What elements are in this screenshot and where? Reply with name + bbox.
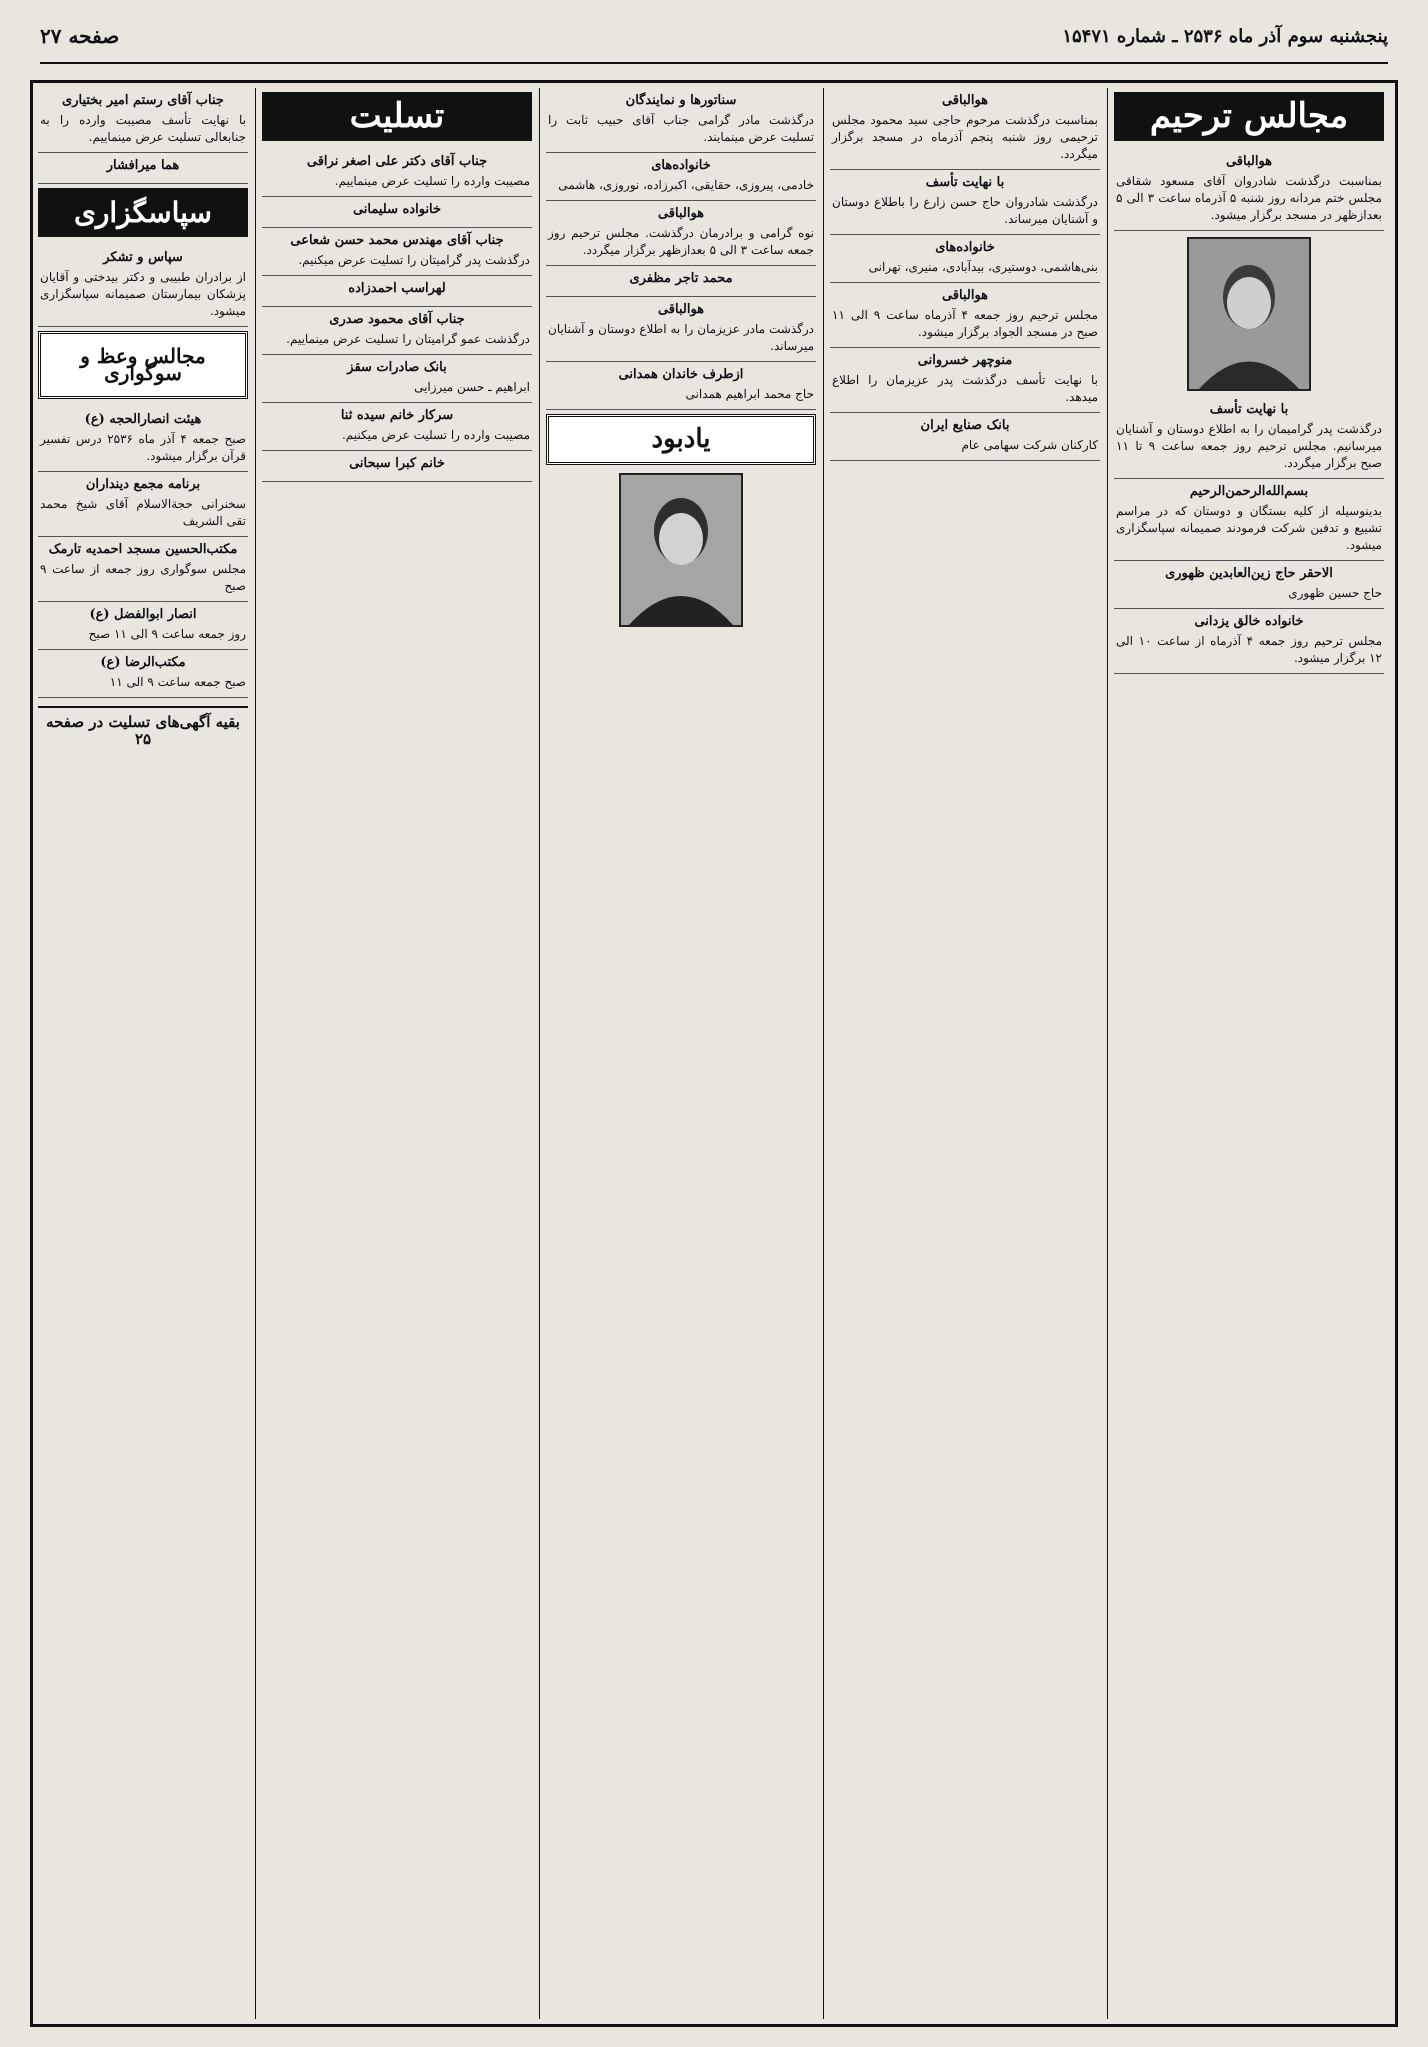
- notice-body: بدینوسیله از کلیه بستگان و دوستان که در مراسم تشییع و تدفین شرکت فرمودند صمیمانه سپاسگزاری میشود.: [1116, 504, 1382, 552]
- memorial-banner: یادبود: [546, 414, 816, 465]
- notice-title: بانک صنایع ایران: [920, 418, 1010, 433]
- notice-title: سپاس و تشکر: [103, 250, 183, 265]
- continued-note: بقیه آگهی‌های تسلیت در صفحه ۲۵: [38, 706, 248, 748]
- column-4: [262, 88, 532, 2019]
- notice-body: از برادران طبیبی و دکتر بیدختی و آقایان پزشکان بیمارستان صمیمانه سپاسگزاری میشود.: [40, 270, 246, 318]
- notice-title: انصار ابوالفضل (ع): [89, 607, 197, 622]
- column-rule: [1107, 88, 1108, 2019]
- notice: [546, 297, 816, 362]
- notice-title: خانواده‌های: [651, 158, 711, 173]
- notice-title: جناب آقای محمود صدری: [329, 312, 465, 327]
- notice: [546, 266, 816, 297]
- notice: [38, 602, 248, 650]
- notice-title: جناب آقای رستم امیر بختیاری: [62, 93, 224, 108]
- column-rule: [539, 88, 540, 2019]
- notice: [38, 537, 248, 602]
- notice-title: بانک صادرات سقز: [347, 360, 447, 375]
- notice: [546, 153, 816, 201]
- notice-body: نوه گرامی و برادرمان درگذشت. مجلس ترحیم روز جمعه ساعت ۳ الی ۵ بعدازظهر برگزار میگردد.: [548, 226, 814, 257]
- notice: [1114, 149, 1384, 231]
- portrait-photo: [619, 473, 743, 627]
- notice-title: با نهایت تأسف: [1209, 402, 1289, 417]
- mourning-banner: مجالس ترحیم: [1114, 92, 1384, 141]
- issue-date-line: پنجشنبه سوم آذر ماه ۲۵۳۶ ـ شماره ۱۵۴۷۱: [1062, 25, 1388, 47]
- notice: [262, 451, 532, 482]
- notice: [830, 283, 1100, 348]
- notice: [830, 235, 1100, 283]
- notice-title: خانواده سلیمانی: [352, 202, 442, 217]
- notice-title: محمد تاجر مظفری: [629, 271, 733, 286]
- notice-title: بسم‌الله‌الرحمن‌الرحیم: [1189, 484, 1309, 499]
- notice-body: بمناسبت درگذشت شادروان آقای مسعود شقاقی مجلس ختم مردانه روز شنبه ۵ آذرماه ساعت ۳ الی ۵ بعدازظهر در مسجد برگزار میشود.: [1116, 174, 1382, 222]
- column-5: [38, 88, 248, 2019]
- notice-body: روز جمعه ساعت ۹ الی ۱۱ صبح: [88, 627, 246, 641]
- notice: [546, 201, 816, 266]
- notice: [38, 650, 248, 698]
- notice-body: مصیبت وارده را تسلیت عرض مینماییم.: [334, 174, 530, 188]
- portrait-icon: [621, 475, 741, 625]
- notice: [262, 355, 532, 403]
- notice: [1114, 561, 1384, 609]
- column-rule: [255, 88, 256, 2019]
- notice-title: منوچهر خسروانی: [917, 353, 1013, 368]
- notice: [830, 348, 1100, 413]
- notice: [830, 413, 1100, 461]
- notice-body: درگذشت عمو گرامیتان را تسلیت عرض مینماییم.: [286, 332, 530, 346]
- notice-title: هوالباقی: [1225, 154, 1273, 169]
- notice: [1114, 609, 1384, 674]
- notice-title: با نهایت تأسف: [925, 175, 1005, 190]
- column-3: [546, 88, 816, 2019]
- notice-body: درگذشت مادر عزیزمان را به اطلاع دوستان و آشنایان میرساند.: [548, 322, 814, 353]
- condolence-banner: تسلیت: [262, 92, 532, 141]
- notice: [262, 276, 532, 307]
- notice-body: حاج محمد ابراهیم همدانی: [685, 387, 814, 401]
- notice-body: بنی‌هاشمی، دوستیری، بیدآبادی، منیری، تهرانی: [868, 260, 1098, 274]
- portrait-photo: [1187, 237, 1311, 391]
- page-header: [40, 10, 1388, 64]
- notice: [546, 88, 816, 153]
- notice-title: سرکار خانم سیده ثنا: [340, 408, 454, 423]
- notice: [262, 197, 532, 228]
- notice-body: کارکنان شرکت سهامی عام: [961, 438, 1098, 452]
- notice-title: هوالباقی: [657, 302, 705, 317]
- notice-title: هوالباقی: [941, 93, 989, 108]
- column-1: [1114, 88, 1384, 2019]
- notice: [1114, 479, 1384, 561]
- notice-body: درگذشت شادروان حاج حسن زارع را باطلاع دوستان و آشنایان میرساند.: [832, 195, 1098, 226]
- notice: [830, 88, 1100, 170]
- column-rule: [823, 88, 824, 2019]
- notice: [38, 153, 248, 184]
- notice-body: بمناسبت درگذشت مرحوم حاجی سید محمود مجلس ترحیمی روز شنبه پنجم آذرماه در مسجد برگزار میگردد.: [832, 113, 1098, 161]
- notice: [546, 362, 816, 410]
- gratitude-banner: سپاسگزاری: [38, 188, 248, 237]
- notice-title: الاحقر حاج زین‌العابدین ظهوری: [1165, 566, 1333, 581]
- notice-body: مجلس ترحیم روز جمعه ۴ آذرماه از ساعت ۱۰ الی ۱۲ برگزار میشود.: [1116, 634, 1383, 665]
- notice-body: صبح جمعه ۴ آذر ماه ۲۵۳۶ درس تفسیر قرآن برگزار میشود.: [40, 432, 246, 463]
- notice: [38, 407, 248, 472]
- notice-title: هوالباقی: [941, 288, 989, 303]
- notice: [1114, 397, 1384, 479]
- notice-title: جناب آقای دکتر علی اصغر نراقی: [306, 154, 488, 169]
- notice: [262, 149, 532, 197]
- notice-title: ازطرف خاندان همدانی: [618, 367, 744, 382]
- notice-title: هوالباقی: [657, 206, 705, 221]
- notice: [38, 472, 248, 537]
- notice-body: مجلس ترحیم روز جمعه ۴ آذرماه ساعت ۹ الی ۱۱ صبح در مسجد الجواد برگزار میشود.: [832, 308, 1098, 339]
- notice-body: سخنرانی حجةالاسلام آقای شیخ محمد تقی الشریف: [40, 497, 246, 528]
- notice-body: مصیبت وارده را تسلیت عرض میکنیم.: [341, 428, 530, 442]
- sermon-banner: مجالس وعظ و سوگواری: [38, 331, 248, 399]
- notice-body: درگذشت مادر گرامی جناب آقای حبیب ثابت را تسلیت عرض مینمایند.: [548, 113, 814, 144]
- notice: [262, 307, 532, 355]
- notice-title: برنامه مجمع دینداران: [85, 477, 201, 492]
- page-number: صفحه ۲۷: [40, 24, 120, 48]
- notice: [830, 170, 1100, 235]
- notice-body: ابراهیم ـ حسن میرزایی: [414, 380, 530, 394]
- notice-title: مکتب‌الحسین مسجد احمدیه تارمک: [48, 542, 238, 557]
- notice-body: مجلس سوگواری روز جمعه از ساعت ۹ صبح: [40, 562, 246, 593]
- notice-body: درگذشت پدر گرامیتان را تسلیت عرض میکنیم.: [298, 253, 530, 267]
- notice-title: خانم کبرا سبحانی: [349, 456, 445, 471]
- notice-body: درگذشت پدر گرامیمان را به اطلاع دوستان و آشنایان میرسانیم. مجلس ترحیم روز جمعه ساعت ۹ تا ۱۱ صبح برگزار میگردد.: [1116, 422, 1383, 470]
- notice-title: خانواده خالق یزدانی: [1194, 614, 1304, 629]
- notice: [262, 403, 532, 451]
- notice-body: حاج حسین ظهوری: [1288, 586, 1382, 600]
- notice: [38, 245, 248, 327]
- notice-title: جناب آقای مهندس محمد حسن شعاعی: [290, 233, 504, 248]
- notice-title: سناتورها و نمایندگان: [625, 93, 737, 108]
- notice-title: لهراسب احمدزاده: [348, 281, 446, 296]
- notice-body: خادمی، پیروزی، حقایقی، اکبرزاده، نوروزی، هاشمی: [558, 178, 814, 192]
- notice-title: هیئت انصارالحجه (ع): [84, 412, 202, 427]
- portrait-icon: [1189, 239, 1309, 389]
- notice-body: با نهایت تأسف مصیبت وارده را به جنابعالی تسلیت عرض مینماییم.: [40, 113, 246, 144]
- notice: [262, 228, 532, 276]
- notice-title: هما میرافشار: [106, 158, 180, 173]
- notice-title: مکتب‌الرضا (ع): [100, 655, 186, 670]
- notice-body: با نهایت تأسف درگذشت پدر عزیزمان را اطلاع میدهد.: [832, 373, 1098, 404]
- notice-title: خانواده‌های: [935, 240, 995, 255]
- column-2: [830, 88, 1100, 2019]
- notice: [38, 88, 248, 153]
- notice-body: صبح جمعه ساعت ۹ الی ۱۱: [109, 675, 246, 689]
